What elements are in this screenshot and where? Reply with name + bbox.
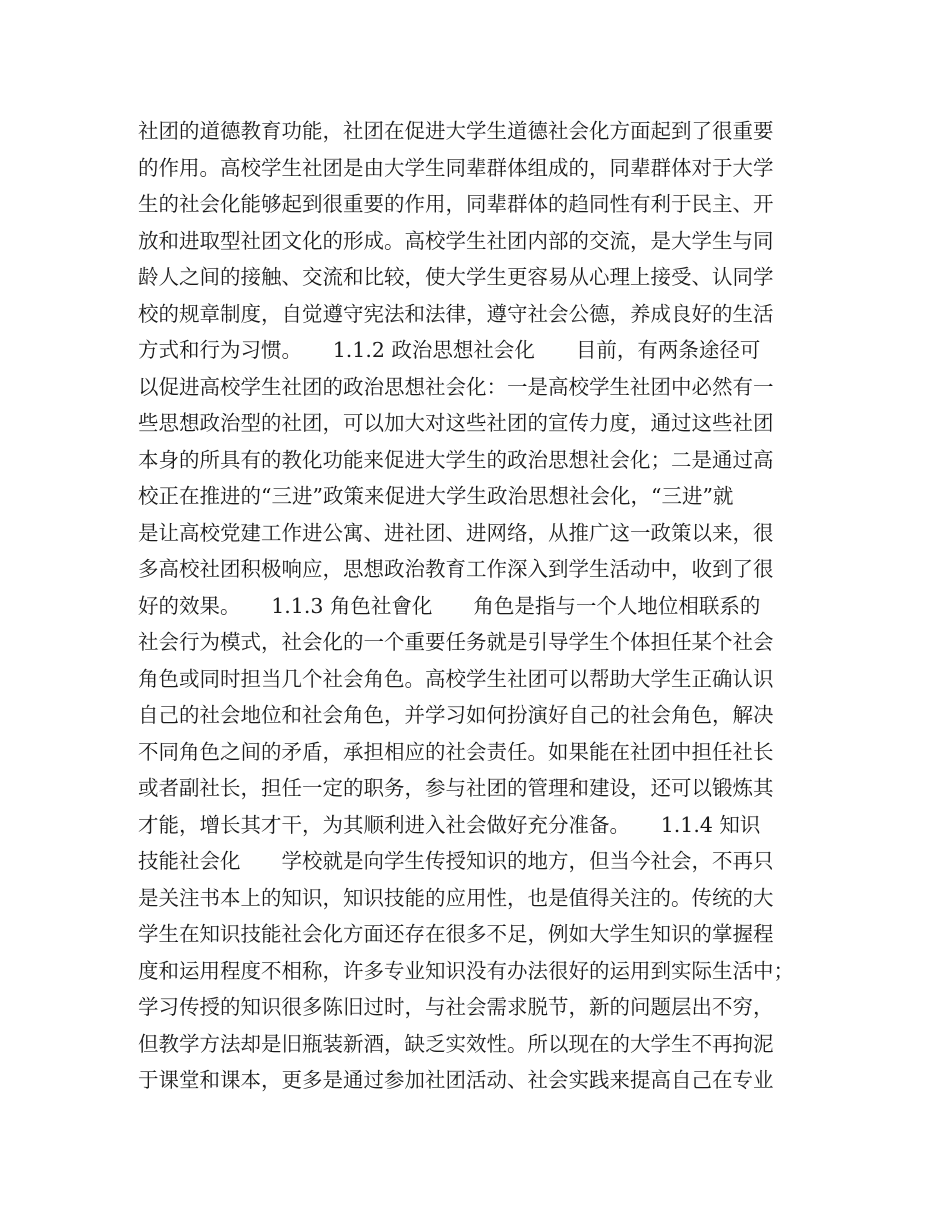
text-line: 好的效果。 1.1.3 角色社會化 角色是指与一个人地位相联系的 <box>138 593 761 618</box>
text-line: 本身的所具有的教化功能来促进大学生的政治思想社会化；二是通过高 <box>138 447 774 472</box>
text-line: 是让高校党建工作进公寓、进社团、进网络，从推广这一政策以来，很 <box>138 520 774 545</box>
text-line: 度和运用程度不相称，许多专业知识没有办法很好的运用到实际生活中； <box>138 958 794 983</box>
text-line: 技能社会化 学校就是向学生传授知识的地方，但当今社会，不再只 <box>138 849 774 873</box>
text-line: 放和进取型社团文化的形成。高校学生社团内部的交流，是大学生与同 <box>138 228 774 253</box>
text-line: 生的社会化能够起到很重要的作用，同辈群体的趋同性有利于民主、开 <box>138 192 774 216</box>
text-line: 校正在推进的“三进”政策来促进大学生政治思想社会化，“三进”就 <box>138 484 734 508</box>
text-line: 是关注书本上的知识，知识技能的应用性，也是值得关注的。传统的大 <box>138 885 774 910</box>
body-text <box>138 113 818 1099</box>
text-line: 多高校社团积极响应，思想政治教育工作深入到学生活动中，收到了很 <box>138 557 774 581</box>
text-line: 不同角色之间的矛盾，承担相应的社会责任。如果能在社团中担任社长 <box>138 739 774 764</box>
text-line: 学习传授的知识很多陈旧过时，与社会需求脱节，新的问题层出不穷， <box>138 995 774 1019</box>
text-line: 或者副社长，担任一定的职务，参与社团的管理和建设，还可以锻炼其 <box>138 776 774 800</box>
text-line: 龄人之间的接触、交流和比较，使大学生更容易从心理上接受、认同学 <box>138 265 774 289</box>
text-line: 才能，增长其才干，为其顺利进入社会做好充分准备。 1.1.4 知识 <box>138 812 761 837</box>
text-line: 的作用。高校学生社团是由大学生同辈群体组成的，同辈群体对于大学 <box>138 155 774 180</box>
text-line: 学生在知识技能社会化方面还存在很多不足，例如大学生知识的掌握程 <box>138 922 774 946</box>
text-line: 社会行为模式，社会化的一个重要任务就是引导学生个体担任某个社会 <box>138 630 774 654</box>
text-line: 方式和行为习惯。 1.1.2 政治思想社会化 目前，有两条途径可 <box>138 338 761 362</box>
text-line: 校的规章制度，自觉遵守宪法和法律，遵守社会公德，养成良好的生活 <box>138 301 774 326</box>
text-line: 但教学方法却是旧瓶装新酒，缺乏实效性。所以现在的大学生不再拘泥 <box>138 1031 774 1056</box>
text-line: 角色或同时担当几个社会角色。高校学生社团可以帮助大学生正确认识 <box>138 666 774 691</box>
text-line: 些思想政治型的社团，可以加大对这些社团的宣传力度，通过这些社团 <box>138 411 774 435</box>
text-line: 于课堂和课本，更多是通过参加社团活动、社会实践来提高自己在专业 <box>138 1068 774 1092</box>
text-line: 社团的道德教育功能，社团在促进大学生道德社会化方面起到了很重要 <box>138 119 774 143</box>
text-line: 自己的社会地位和社会角色，并学习如何扮演好自己的社会角色，解决 <box>138 703 774 727</box>
text-line: 以促进高校学生社团的政治思想社会化：一是高校学生社团中必然有一 <box>138 374 774 399</box>
